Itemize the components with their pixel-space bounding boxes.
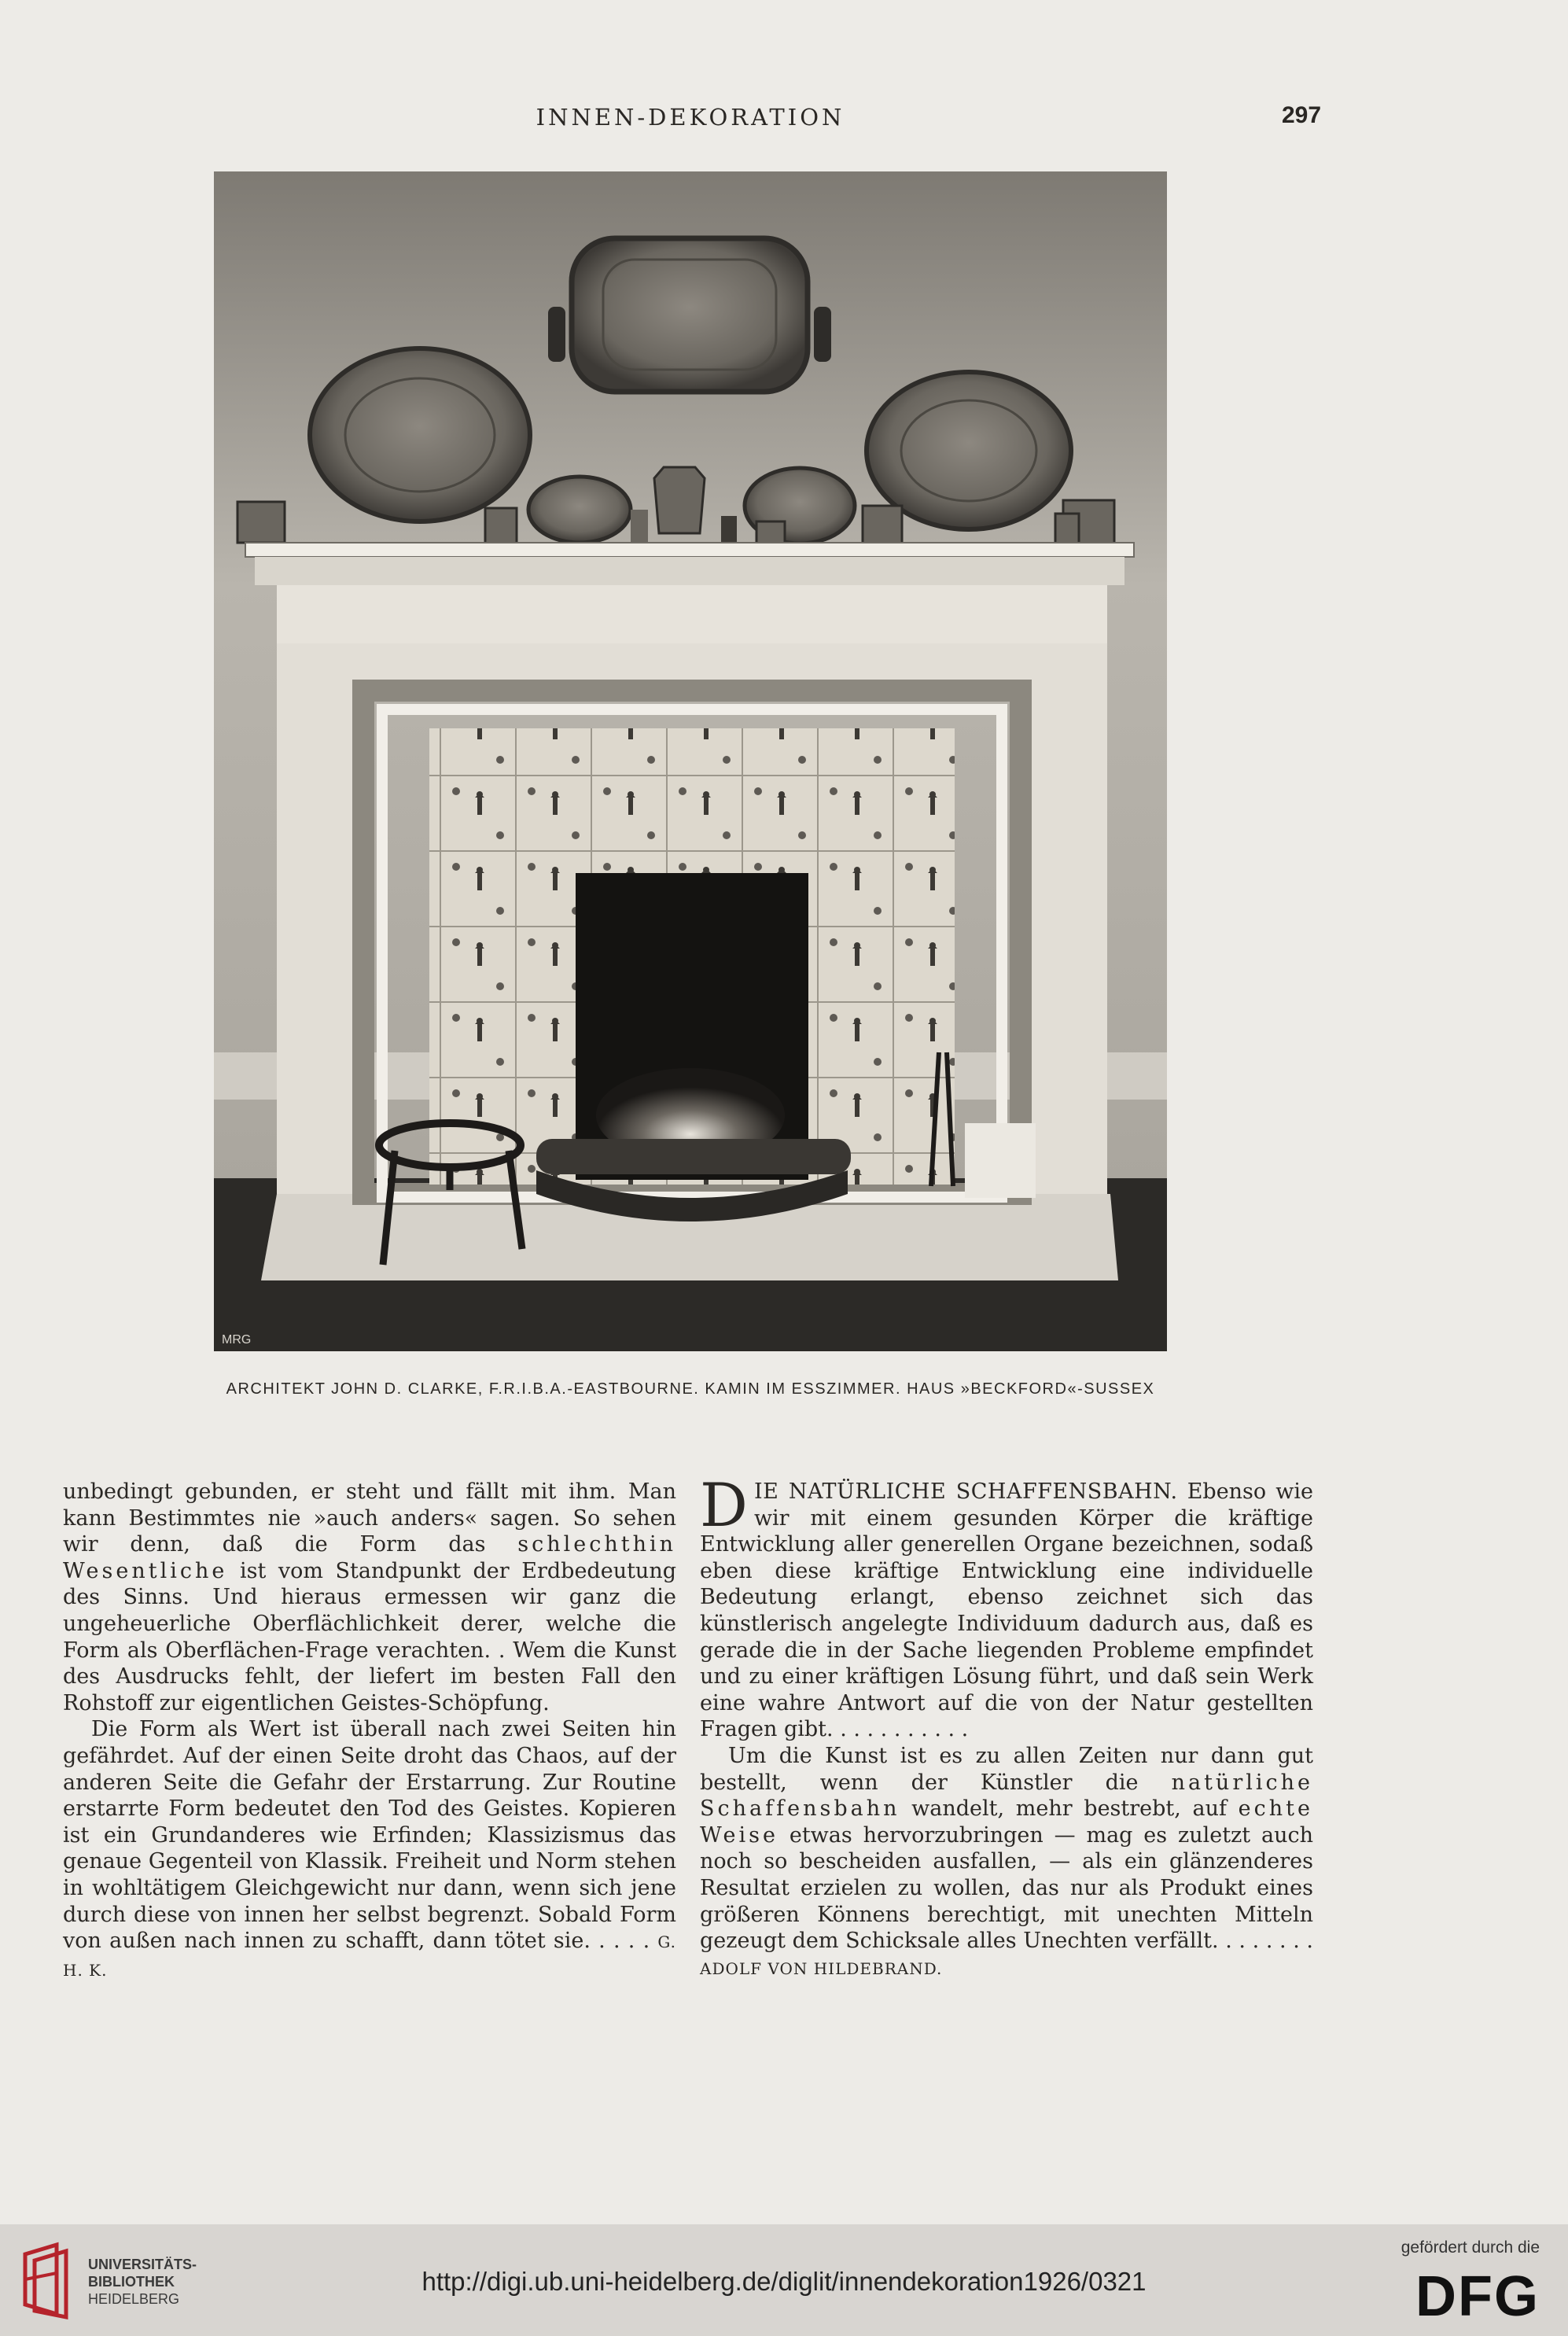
left-column — [63, 1479, 676, 1984]
page-number: 297 — [1282, 102, 1322, 128]
spaced-emphasis: natürliche Schaffensbahn — [700, 1770, 1313, 1822]
permalink-url[interactable]: http://digi.ub.uni-heidelberg.de/diglit/innendekoration1926/0321 — [421, 2267, 1147, 2296]
spaced-emphasis: echte Weise — [700, 1796, 1313, 1848]
left-paragraph-1: unbedingt gebunden, er steht und fällt mit ihm. Man kann Bestimmtes nie »auch anders« sagen. So sehen wir denn, daß die Form das schlechthin Wesentliche ist vom Standpunkt der Erdbedeutung des Sinns. Und hieraus ermessen wir ganz die ungeheuerliche Oberflächlichkeit derer, welche die Form als Oberflächen-Frage verachten. . Wem die Kunst des Ausdrucks fehlt, der liefert im besten Fall den Rohstoff zur eigentlichen Geistes-Schöpfung. — [63, 1479, 676, 1715]
photo-caption: ARCHITEKT JOHN D. CLARKE, F.R.I.B.A.-EASTBOURNE. KAMIN IM ESSZIMMER. HAUS »BECKFORD«-SUSSEX — [226, 1380, 1155, 1398]
left-paragraph-2: Die Form als Wert ist überall nach zwei Seiten hin gefährdet. Auf der einen Seite droht das Chaos, auf der anderen Seite die Gefahr der Erstarrung. Zur Routine erstarrte Form bedeutet den Tod des Geistes. Kopieren ist ein Grundanderes wie Erfinden; Klassizismus das genaue Gegenteil von Klassik. Freiheit und Norm stehen in wohltätigem Gleichgewicht nur dann, wenn sich jene durch diese von innen her selbst begrenzt. Sobald Form von außen nach innen zu schafft, dann tötet sie. . . . . G. H. K. — [63, 1717, 676, 1980]
section-heading: IE NATÜRLICHE SCHAFFENSBAHN. — [753, 1479, 1178, 1504]
library-name: UNIVERSITÄTS- BIBLIOTHEK HEIDELBERG — [88, 2257, 197, 2307]
author-initials: G. H. K. — [63, 1933, 676, 1980]
dfg-logo: DFG — [1415, 2265, 1540, 2328]
right-paragraph-1: DIE NATÜRLICHE SCHAFFENSBAHN. Ebenso wie wir mit einem gesunden Körper die kräftige Entwicklung aller generellen Organe bezeichnen, sodaß eben diese kräftige Entwicklung eine individuelle Bedeutung erlangt, ebenso zeichnet sich das künstlerisch angelegte Individuum dadurch aus, daß es gerade die in der Sache liegenden Probleme empfindet und zu einer kräftigen Lösung führt, und daß sein Werk eine wahre Antwort auf die von der Natur gestellten Fragen gibt. . . . . . . . . . . — [700, 1470, 1313, 1742]
running-header: INNEN-DEKORATION — [536, 104, 845, 131]
right-paragraph-2: Um die Kunst ist es zu allen Zeiten nur dann gut bestellt, wenn der Künstler die natürliche Schaffensbahn wandelt, mehr bestrebt, auf echte Weise etwas hervorzubringen — mag es zuletzt auch noch so bescheiden ausfallen, — als ein glänzenderes Resultat erzielen zu wollen, das nur als Produkt eines größeren Könnens berechtigt, mit unechten Mitteln gezeugt dem Schicksale alles Unechten verfällt. . . . . . . . ADOLF VON HILDEBRAND. — [700, 1743, 1313, 1978]
fireplace-illustration — [214, 171, 1167, 1351]
digitization-footer — [0, 2224, 1568, 2336]
funding-label: gefördert durch die — [1401, 2238, 1540, 2257]
author-name: ADOLF VON HILDEBRAND. — [700, 1958, 943, 1978]
spaced-emphasis: schlechthin Wesentliche — [63, 1532, 676, 1583]
fireplace-photo — [214, 171, 1167, 1351]
drop-cap: D — [700, 1470, 748, 1540]
photo-monogram: MRG — [222, 1333, 252, 1347]
right-column — [700, 1470, 1313, 1982]
